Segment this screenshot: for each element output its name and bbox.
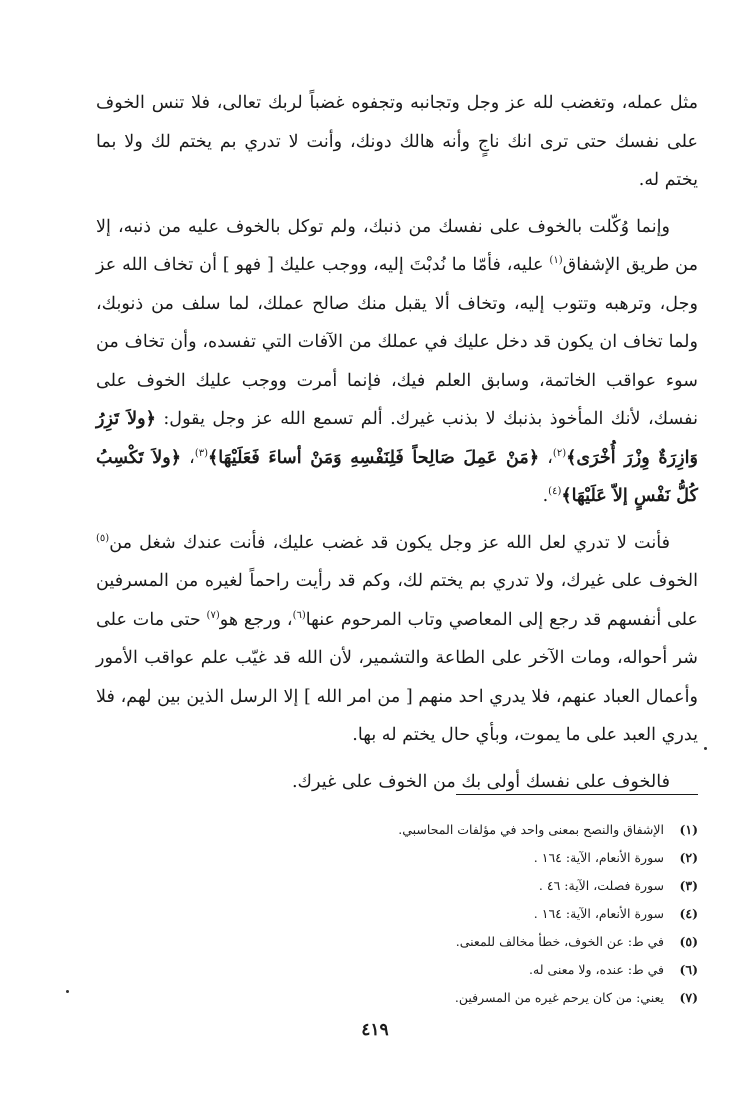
footnote-number: (٥) (679, 934, 698, 949)
paragraph-3 (96, 524, 698, 755)
footnote-6 (340, 956, 698, 984)
footnote-number: (١) (679, 822, 698, 837)
paragraph-3-text-d: حتى مات على شر أحواله، ومات الآخر على الطاعة والتشمير، لأن الله قد غيّب علم عواقب الأمور وأعمال العباد عنهم، فلا يدري احد منهم [ من امر الله ] إلا الرسل الذين بين لهم، فلا يدري العبد على ما يموت، وبأي حال يختم له بها. (96, 609, 698, 745)
footnote-4 (340, 900, 698, 928)
footnote-1 (340, 816, 698, 844)
footnote-separator-rule (456, 794, 698, 795)
footnote-number: (٧) (679, 990, 698, 1005)
footnote-7 (340, 984, 698, 1012)
footnote-ref-2: (٢) (552, 447, 567, 459)
paragraph-4: فالخوف على نفسك أولى بك من الخوف على غيرك. (291, 771, 670, 792)
footnote-text: في ط: عن الخوف، خطأ مخالف للمعنى. (455, 934, 665, 949)
footnote-number: (٣) (679, 878, 698, 893)
paragraph-2-end: . (542, 486, 549, 506)
footnote-text: في ط: عنده، ولا معنى له. (529, 962, 665, 977)
footnote-ref-3: (٣) (194, 447, 208, 459)
quran-verse-2: ﴿مَنْ عَمِلَ صَالِحاً فَلِنَفْسِهِ وَمَنْ أساءَ فَعَلَيْهَا﴾ (208, 446, 540, 468)
footnote-text: سورة الأنعام، الآية: ١٦٤ . (533, 850, 665, 865)
quran-verse-3: ﴿ولاَ تَكْسِبُ كُلُّ نَفْسٍ إلاّ عَلَيْهَا﴾ (96, 446, 698, 506)
paragraph-3-text-c: ، ورجع هو (219, 609, 293, 630)
paragraph-1: مثل عمله، وتغضب لله عز وجل وتجانبه وتجفوه غضباً لربك تعالى، فلا تنس الخوف على نفسك حتى ترى انك ناجٍ وأنه هالك دونك، وأنت لا تدري بم يختم لك ولا بما يختم له. (96, 93, 698, 190)
paragraph-2 (96, 208, 698, 516)
footnote-ref-1: (١) (549, 255, 563, 267)
footnotes-list (340, 816, 698, 1012)
paragraph-2-text-b: عليه، فأمّا ما نُدبْتَ إليه، ووجب عليك [ فهو ] أن تخاف الله عز وجل، وترهبه وتتوب إليه، وتخاف ألا يقبل منك صالح عملك، لما سلف من ذنوبك، ولما تخاف ان يكون قد دخل عليك في عملك من الآفات التي تفسده، وأن تخاف من سوء عواقب الخاتمة، وسابق العلم فيك، فإنما أمرت ووجب عليك الخوف على نفسك، لأنك المأخوذ بذنبك لا بذنب غيرك. ألم تسمع الله عز وجل يقول: (96, 255, 698, 429)
paragraph-2-text-a: وإنما وُكّلت بالخوف على نفسك من ذنبك، ولم توكل بالخوف عليه من ذنبه، إلا من طريق الإشفاق (96, 216, 699, 275)
footnote-text: سورة الأنعام، الآية: ١٦٤ . (533, 906, 665, 921)
footnote-ref-7: (٧) (206, 609, 220, 621)
quran-verse-1: ﴿ولاَ تَزِرُ وَازِرَةٌ وِزْرَ أُخْرَى﴾ (96, 408, 698, 468)
scan-speck (66, 990, 69, 993)
paragraph-3-text-b: الخوف على غيرك، ولا تدري بم يختم لك، وكم قد رأيت راحماً لغيره من المسرفين على أنفسهم قد رجع إلى المعاصي وتاب المرحوم عنها (96, 571, 698, 630)
separator-1: ، (539, 447, 553, 468)
footnote-number: (٢) (679, 850, 698, 865)
footnote-text: الإشفاق والنصح بمعنى واحد في مؤلفات المحاسبي. (398, 822, 665, 837)
separator-2: ، (181, 447, 195, 468)
page-number: ٤١٩ (361, 1020, 389, 1040)
footnote-5 (340, 928, 698, 956)
footnote-ref-5: (٥) (96, 532, 110, 544)
footnote-text: سورة فصلت، الآية: ٤٦ . (538, 878, 665, 893)
scan-speck (704, 747, 707, 750)
footnote-ref-6: (٦) (292, 609, 306, 621)
footnote-3 (340, 872, 698, 900)
footnote-number: (٦) (679, 962, 698, 977)
paragraph-3-text-a: فأنت لا تدري لعل الله عز وجل يكون قد غضب عليك، فأنت عندك شغل من (109, 532, 670, 553)
main-text (96, 84, 698, 801)
footnote-number: (٤) (679, 906, 698, 921)
footnote-ref-4: (٤) (548, 486, 562, 498)
footnote-2 (340, 844, 698, 872)
footnote-text: يعني: من كان يرحم غيره من المسرفين. (454, 990, 665, 1005)
